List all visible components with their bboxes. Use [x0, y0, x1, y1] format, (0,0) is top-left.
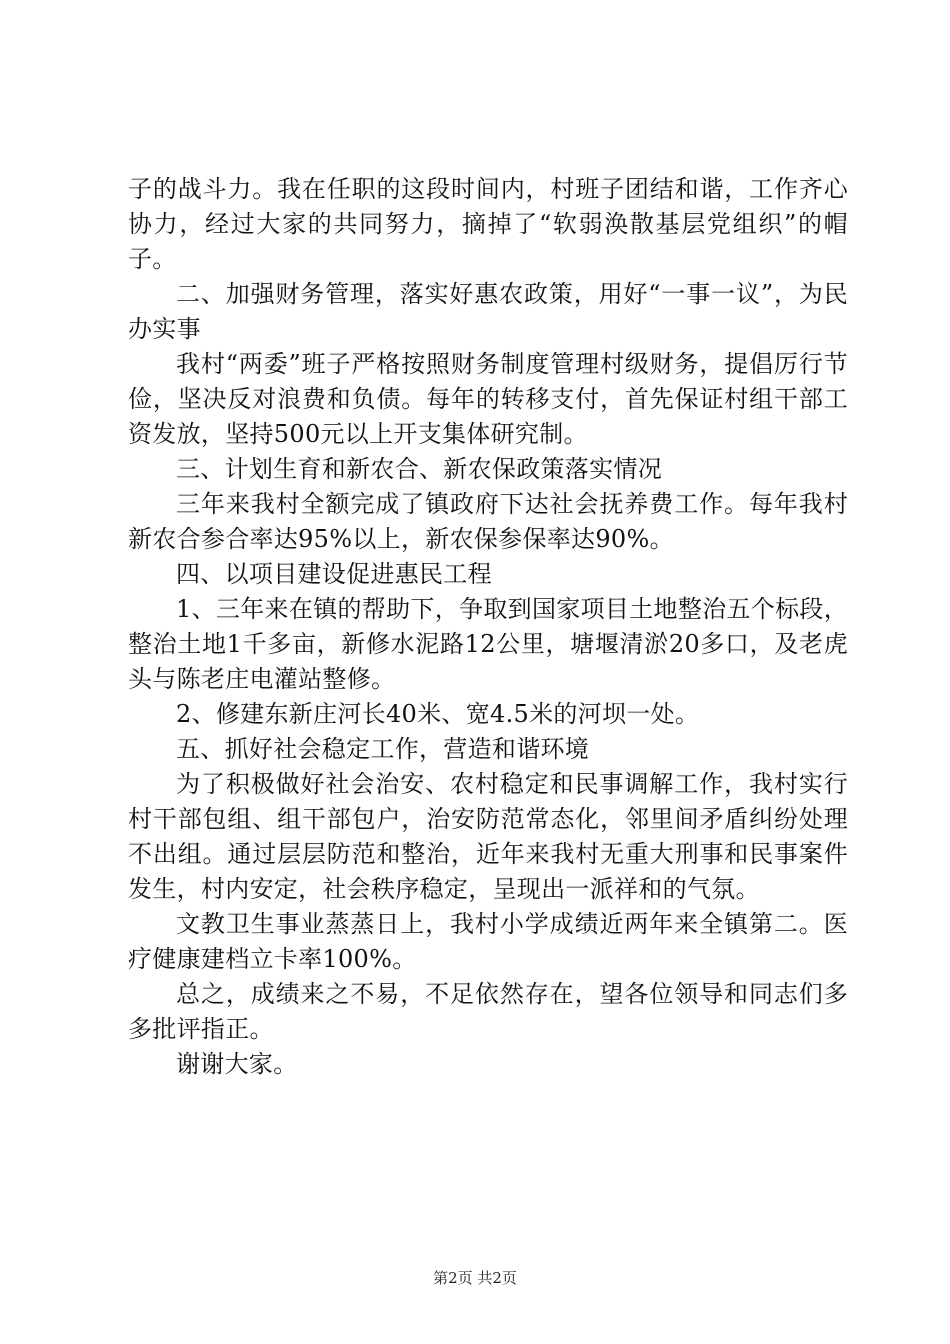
paragraph: 为了积极做好社会治安、农村稳定和民事调解工作，我村实行村干部包组、组干部包户，治安防范常态化，邻里间矛盾纠纷处理不出组。通过层层防范和整治，近年来我村无重大刑事和民事案件发生，村内安定，社会秩序稳定，呈现出一派祥和的气氛。 [128, 770, 848, 903]
paragraph: 三年来我村全额完成了镇政府下达社会抚养费工作。每年我村新农合参合率达95%以上，新农保参保率达90%。 [128, 490, 848, 553]
document-body [128, 172, 848, 1082]
section-heading: 二、加强财务管理，落实好惠农政策，用好“一事一议”，为民办实事 [128, 280, 848, 343]
paragraph: 1、三年来在镇的帮助下，争取到国家项目土地整治五个标段，整治土地1千多亩，新修水泥路12公里，塘堰清淤20多口，及老虎头与陈老庄电灌站整修。 [128, 595, 848, 693]
section-heading: 五、抓好社会稳定工作，营造和谐环境 [176, 735, 590, 763]
page-number-footer: 第2页 共2页 [433, 1269, 517, 1287]
section-heading: 四、以项目建设促进惠民工程 [176, 560, 492, 588]
section-heading: 三、计划生育和新农合、新农保政策落实情况 [176, 455, 662, 483]
paragraph: 2、修建东新庄河长40米、宽4.5米的河坝一处。 [176, 700, 700, 728]
closing-line: 谢谢大家。 [176, 1050, 298, 1078]
paragraph: 我村“两委”班子严格按照财务制度管理村级财务，提倡厉行节俭，坚决反对浪费和负债。每年的转移支付，首先保证村组干部工资发放，坚持500元以上开支集体研究制。 [128, 350, 848, 448]
paragraph: 总之，成绩来之不易，不足依然存在，望各位领导和同志们多多批评指正。 [128, 980, 848, 1043]
paragraph: 子的战斗力。我在任职的这段时间内，村班子团结和谐，工作齐心协力，经过大家的共同努力，摘掉了“软弱涣散基层党组织”的帽子。 [128, 175, 848, 273]
paragraph: 文教卫生事业蒸蒸日上，我村小学成绩近两年来全镇第二。医疗健康建档立卡率100%。 [128, 910, 848, 973]
